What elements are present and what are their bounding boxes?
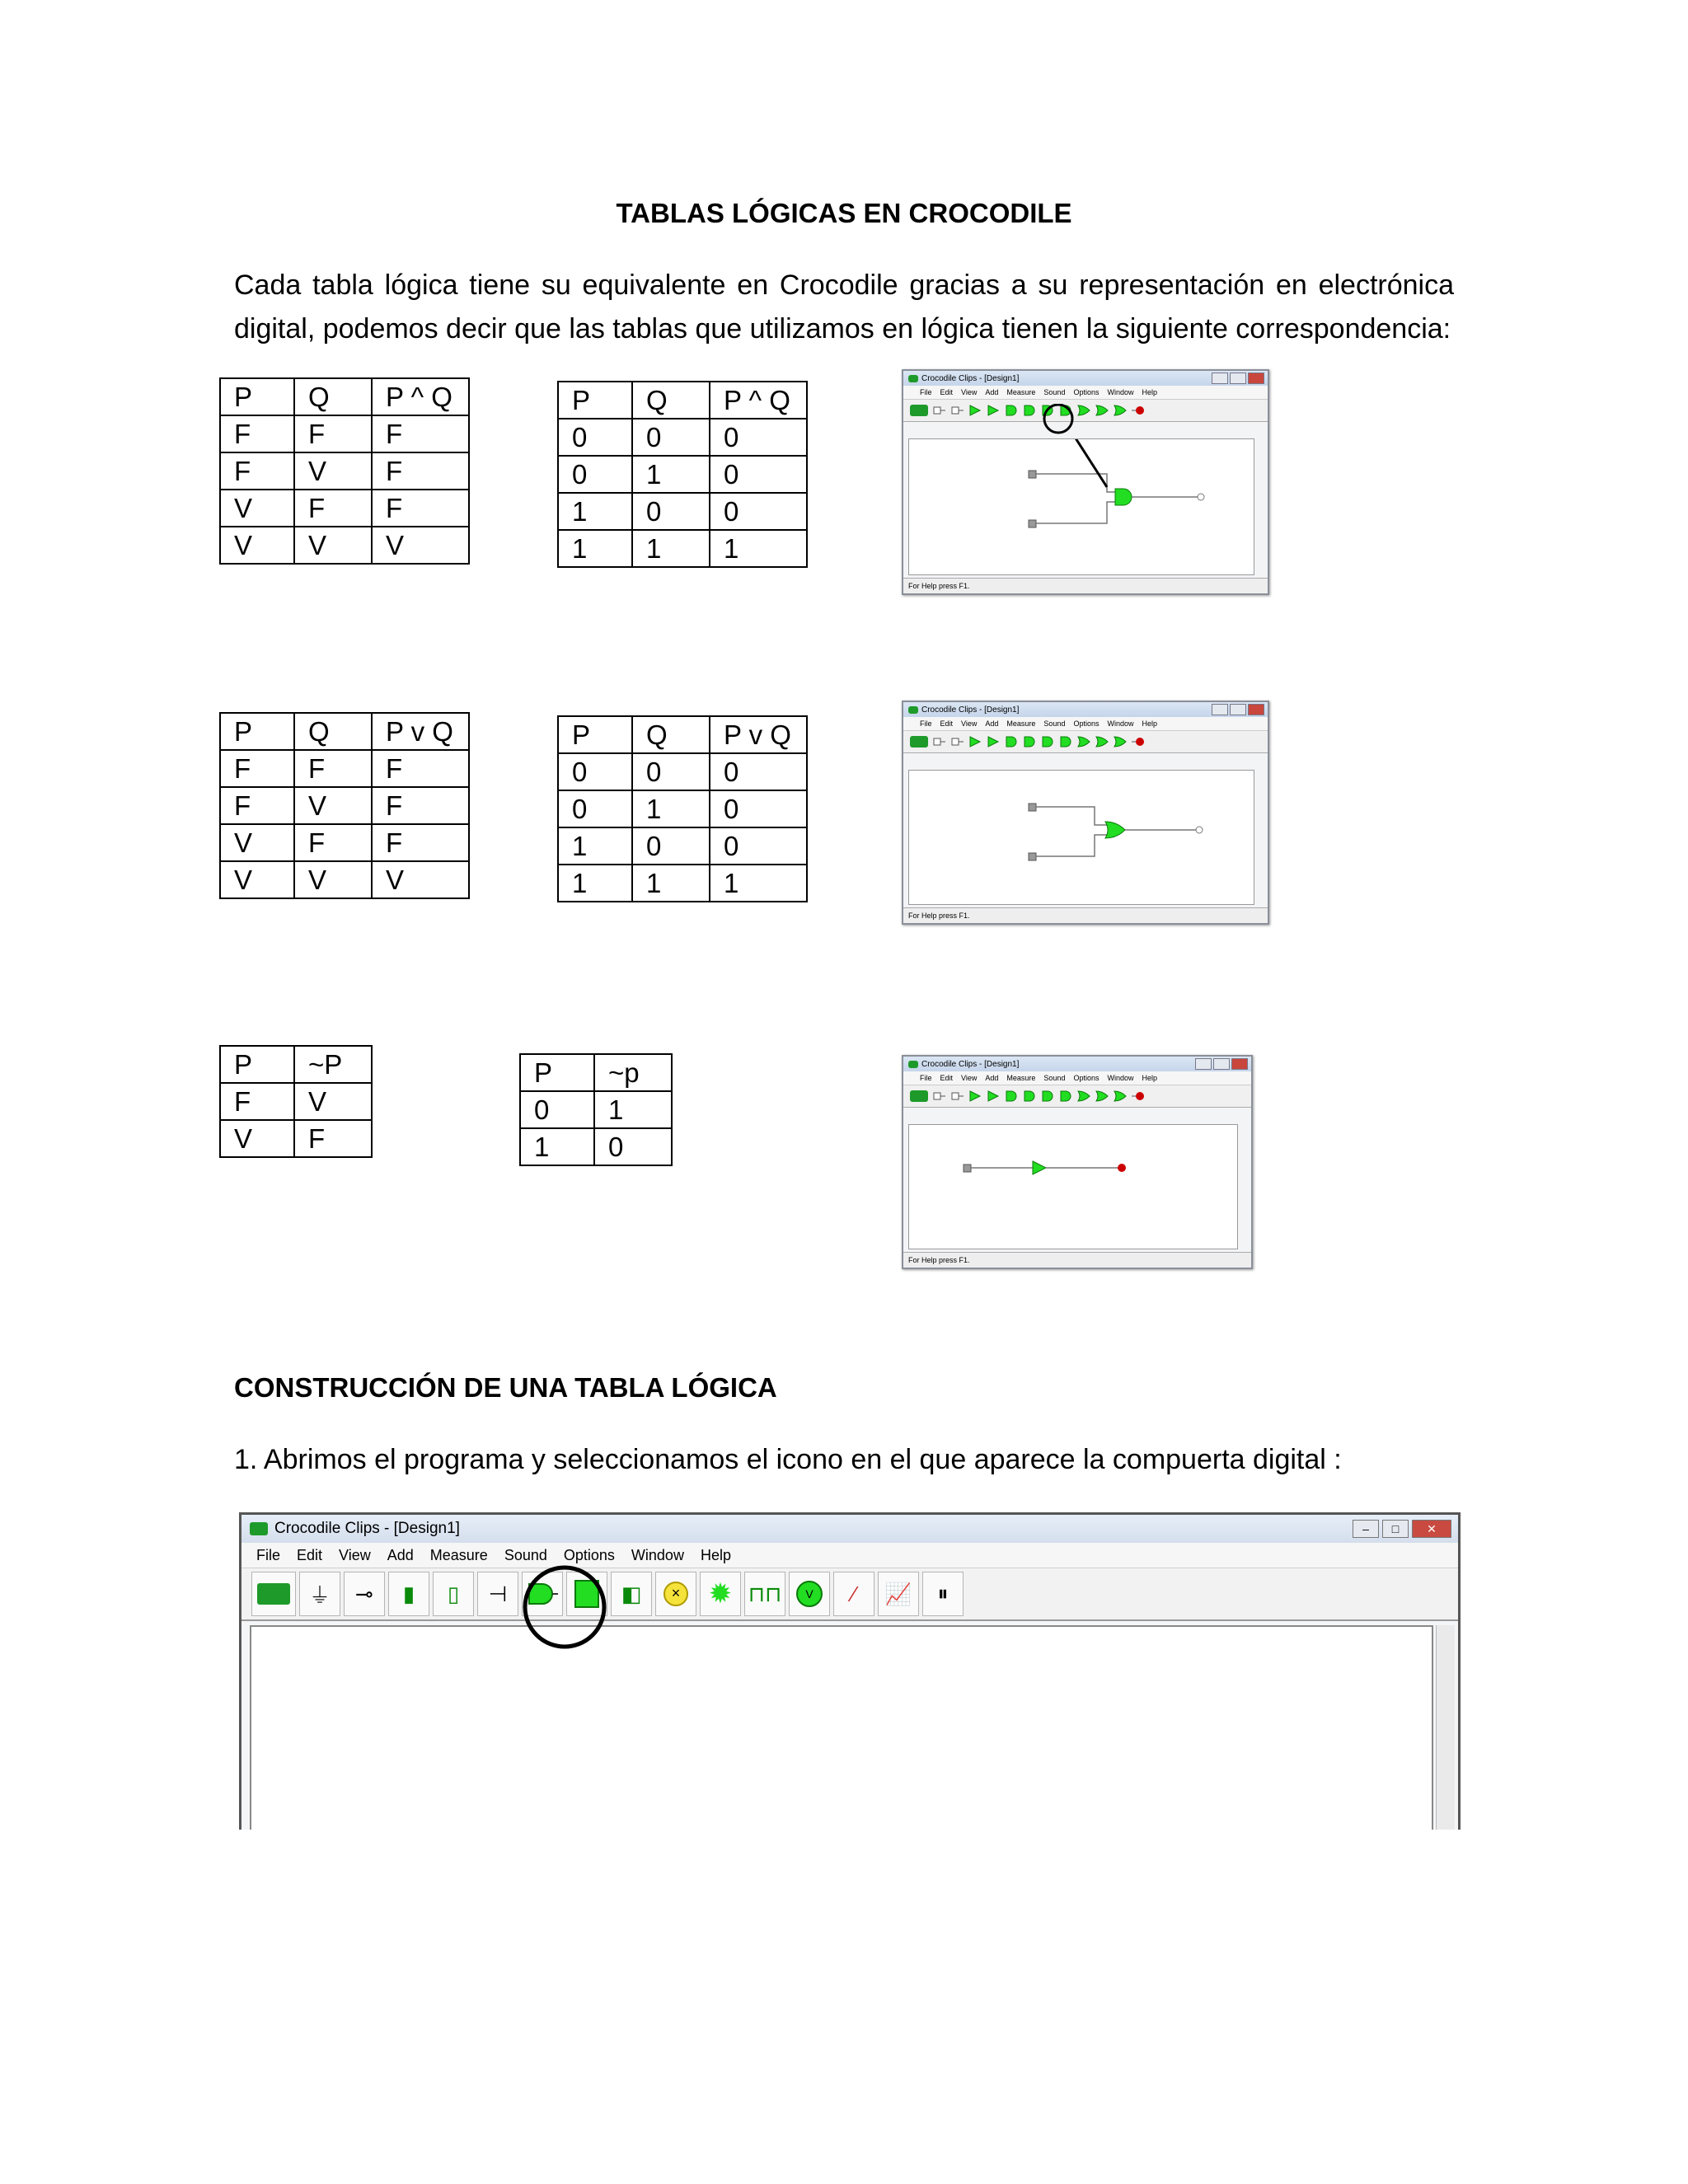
window-titlebar bbox=[903, 371, 1268, 386]
pause-tool-icon[interactable]: ⏸ bbox=[922, 1572, 964, 1616]
buffer-gate-tool-icon[interactable] bbox=[968, 403, 982, 418]
table-header-row bbox=[558, 382, 807, 419]
minimize-button[interactable]: – bbox=[1353, 1520, 1379, 1538]
vertical-scrollbar[interactable] bbox=[1436, 1625, 1455, 1830]
circuit-canvas[interactable] bbox=[908, 438, 1254, 575]
menu-item-file[interactable]: File bbox=[920, 1074, 932, 1082]
table-cell: P bbox=[220, 713, 294, 750]
table-cell: F bbox=[294, 824, 372, 861]
table-cell: 0 bbox=[710, 827, 807, 865]
toolbar bbox=[903, 731, 1268, 753]
table-cell: P bbox=[558, 716, 632, 753]
menu-item-window[interactable]: Window bbox=[1107, 388, 1134, 396]
table-cell: F bbox=[294, 750, 372, 787]
input-gate-tool-icon[interactable] bbox=[950, 1089, 964, 1104]
table-cell: F bbox=[372, 824, 469, 861]
or-gate-tool-icon[interactable] bbox=[1095, 734, 1109, 749]
table-cell: P bbox=[558, 382, 632, 419]
window-titlebar bbox=[241, 1515, 1458, 1543]
table-cell: V bbox=[220, 824, 294, 861]
table-cell: F bbox=[294, 1120, 372, 1157]
table-cell: P v Q bbox=[372, 713, 469, 750]
menu-item-view[interactable]: View bbox=[961, 1074, 978, 1082]
menu-item-help[interactable]: Help bbox=[1142, 388, 1158, 396]
wire-b bbox=[1036, 835, 1107, 856]
input-gate-tool-icon[interactable] bbox=[950, 734, 964, 749]
table-cell: P v Q bbox=[710, 716, 807, 753]
crocodile-home-icon[interactable] bbox=[910, 405, 928, 416]
maximize-button[interactable] bbox=[1230, 373, 1246, 384]
table-cell: 1 bbox=[632, 530, 710, 567]
table-row bbox=[558, 419, 807, 456]
menu-item-sound[interactable]: Sound bbox=[504, 1546, 547, 1563]
table-cell: 0 bbox=[632, 827, 710, 865]
crocodile-home-icon[interactable] bbox=[910, 1090, 928, 1102]
close-button[interactable]: ✕ bbox=[1412, 1520, 1451, 1538]
minimize-button[interactable] bbox=[1212, 373, 1228, 384]
and-gate-tool-icon[interactable] bbox=[1040, 1089, 1055, 1104]
toolbar bbox=[903, 400, 1268, 422]
table-cell: V bbox=[294, 1083, 372, 1120]
and-gate-tool-icon[interactable] bbox=[1022, 1089, 1037, 1104]
and-gate-tool-icon[interactable] bbox=[1004, 1089, 1019, 1104]
table-cell: ~P bbox=[294, 1046, 372, 1083]
menu-item-help[interactable]: Help bbox=[700, 1546, 731, 1563]
table-header-row bbox=[520, 1054, 672, 1091]
input-switch-a bbox=[1029, 804, 1036, 811]
or-circuit-diagram bbox=[909, 771, 1255, 911]
table-cell: 0 bbox=[632, 419, 710, 456]
menu-item-help[interactable]: Help bbox=[1142, 1074, 1158, 1082]
table-cell: 1 bbox=[558, 827, 632, 865]
maximize-button[interactable] bbox=[1213, 1058, 1230, 1070]
menu-item-view[interactable]: View bbox=[961, 388, 978, 396]
table-cell: V bbox=[220, 861, 294, 898]
menu-item-file[interactable]: File bbox=[256, 1546, 281, 1563]
table-cell: P bbox=[520, 1054, 594, 1091]
pointer-line bbox=[1066, 439, 1107, 487]
table-cell: F bbox=[294, 490, 372, 527]
table-cell: 1 bbox=[632, 456, 710, 493]
table-header-row bbox=[558, 716, 807, 753]
and-gate bbox=[1115, 489, 1132, 505]
table-cell: F bbox=[372, 452, 469, 490]
menu-item-view[interactable]: View bbox=[961, 719, 978, 728]
component-toolbar bbox=[241, 1568, 1458, 1621]
input-gate-tool-icon[interactable] bbox=[950, 403, 964, 418]
menu-item-edit[interactable]: Edit bbox=[297, 1546, 323, 1563]
table-cell: 0 bbox=[558, 456, 632, 493]
not-table-fv bbox=[219, 1045, 373, 1158]
close-button[interactable] bbox=[1231, 1058, 1248, 1070]
table-cell: F bbox=[220, 750, 294, 787]
crocodile-home-button[interactable] bbox=[251, 1572, 296, 1616]
table-row bbox=[520, 1128, 672, 1165]
and-gate-tool-icon[interactable] bbox=[1022, 734, 1037, 749]
buffer-gate-tool-icon[interactable] bbox=[986, 734, 1001, 749]
table-row bbox=[558, 456, 807, 493]
menu-item-window[interactable]: Window bbox=[631, 1546, 684, 1563]
page-title: TABLAS LÓGICAS EN CROCODILE bbox=[616, 198, 1072, 228]
table-row bbox=[220, 490, 469, 527]
menu-bar bbox=[903, 717, 1268, 731]
table-cell: 0 bbox=[632, 753, 710, 790]
table-cell: Q bbox=[632, 716, 710, 753]
table-cell: F bbox=[220, 1083, 294, 1120]
table-cell: ~p bbox=[594, 1054, 672, 1091]
or-gate-tool-icon[interactable] bbox=[1076, 1089, 1091, 1104]
window-title: Crocodile Clips - [Design1] bbox=[921, 1059, 1020, 1069]
and-gate-tool-icon[interactable] bbox=[1022, 403, 1037, 418]
table-row bbox=[220, 1083, 372, 1120]
or-gate-tool-icon[interactable] bbox=[1095, 403, 1109, 418]
or-gate-tool-icon[interactable] bbox=[1113, 734, 1128, 749]
table-cell: V bbox=[220, 527, 294, 564]
and-gate-tool-icon[interactable] bbox=[1058, 1089, 1073, 1104]
table-cell: V bbox=[294, 787, 372, 824]
crocodile-logo-icon bbox=[908, 1061, 918, 1068]
crocodile-window-or bbox=[902, 701, 1269, 925]
crocodile-logo-icon bbox=[908, 706, 918, 714]
menu-item-help[interactable]: Help bbox=[1142, 719, 1158, 728]
circuit-canvas[interactable] bbox=[908, 1124, 1238, 1249]
table-cell: F bbox=[220, 787, 294, 824]
input-gate-tool-icon[interactable] bbox=[931, 1089, 946, 1104]
and-gate-tool-icon[interactable] bbox=[1040, 734, 1055, 749]
table-cell: V bbox=[294, 452, 372, 490]
table-cell: Q bbox=[294, 713, 372, 750]
not-circuit-diagram bbox=[909, 1125, 1239, 1249]
buffer-gate-tool-icon[interactable] bbox=[968, 1089, 982, 1104]
table-cell: 0 bbox=[710, 456, 807, 493]
or-gate-tool-icon[interactable] bbox=[1076, 734, 1091, 749]
table-cell: 0 bbox=[558, 753, 632, 790]
table-cell: F bbox=[372, 750, 469, 787]
table-cell: F bbox=[372, 490, 469, 527]
lamp-tool-icon[interactable]: × bbox=[655, 1572, 696, 1616]
table-row bbox=[558, 827, 807, 865]
table-row bbox=[558, 865, 807, 902]
or-gate-tool-icon[interactable] bbox=[1095, 1089, 1109, 1104]
capacitor-tool-icon[interactable]: ▯ bbox=[433, 1572, 474, 1616]
menu-item-window[interactable]: Window bbox=[1107, 719, 1134, 728]
or-table-01 bbox=[557, 715, 808, 902]
and-circuit-diagram bbox=[909, 439, 1255, 579]
crocodile-window-and bbox=[902, 369, 1269, 595]
menu-item-add[interactable]: Add bbox=[387, 1546, 414, 1563]
table-row bbox=[220, 527, 469, 564]
menu-item-add[interactable]: Add bbox=[985, 719, 999, 728]
battery-tool-icon[interactable]: ⏚ bbox=[299, 1572, 340, 1616]
table-row bbox=[558, 530, 807, 567]
menu-item-add[interactable]: Add bbox=[985, 388, 999, 396]
menu-bar bbox=[241, 1543, 1458, 1568]
or-gate-tool-icon[interactable] bbox=[1113, 1089, 1128, 1104]
table-row bbox=[558, 493, 807, 530]
or-gate bbox=[1105, 822, 1125, 838]
table-cell: V bbox=[220, 1120, 294, 1157]
menu-item-options[interactable]: Options bbox=[1073, 719, 1100, 728]
table-cell: 1 bbox=[558, 493, 632, 530]
table-cell: 0 bbox=[710, 493, 807, 530]
table-cell: 0 bbox=[710, 790, 807, 827]
table-header-row bbox=[220, 1046, 372, 1083]
menu-bar bbox=[903, 1071, 1251, 1085]
maximize-button[interactable]: □ bbox=[1382, 1520, 1409, 1538]
table-cell: P bbox=[220, 378, 294, 415]
table-cell: 1 bbox=[594, 1091, 672, 1128]
minimize-button[interactable] bbox=[1195, 1058, 1212, 1070]
intro-paragraph: Cada tabla lógica tiene su equivalente en Crocodile gracias a su representación en electrónica digital, podemos decir que las tablas que utilizamos en lógica tienen la siguiente correspondencia: bbox=[234, 269, 1454, 344]
speaker-tool-icon[interactable]: ◧ bbox=[611, 1572, 652, 1616]
and-gate-tool-icon[interactable] bbox=[1058, 734, 1073, 749]
menu-item-edit[interactable]: Edit bbox=[940, 719, 954, 728]
menu-item-options[interactable]: Options bbox=[563, 1546, 615, 1563]
window-title: Crocodile Clips - [Design1] bbox=[921, 373, 1020, 383]
wire-b bbox=[1036, 502, 1115, 523]
section-heading: CONSTRUCCIÓN DE UNA TABLA LÓGICA bbox=[234, 1372, 777, 1403]
table-row bbox=[520, 1091, 672, 1128]
menu-item-options[interactable]: Options bbox=[1073, 388, 1100, 396]
transistor-tool-icon[interactable]: ⊣ bbox=[477, 1572, 518, 1616]
table-cell: V bbox=[372, 861, 469, 898]
table-row bbox=[558, 753, 807, 790]
input-gate-tool-icon[interactable] bbox=[931, 734, 946, 749]
menu-item-measure[interactable]: Measure bbox=[429, 1546, 488, 1563]
input-gate-tool-icon[interactable] bbox=[931, 403, 946, 418]
table-cell: V bbox=[294, 861, 372, 898]
table-row bbox=[220, 861, 469, 898]
connector-tool-icon[interactable]: ⊓⊓ bbox=[744, 1572, 785, 1616]
input-switch-b bbox=[1029, 853, 1036, 860]
toolbar bbox=[903, 1085, 1251, 1108]
table-row bbox=[220, 787, 469, 824]
graph-tool-icon[interactable]: 📈 bbox=[878, 1572, 919, 1616]
menu-bar bbox=[903, 386, 1268, 400]
window-titlebar bbox=[903, 702, 1268, 717]
crocodile-main-window bbox=[239, 1512, 1461, 1830]
step-1-text: 1. Abrimos el programa y seleccionamos el icono en el que aparece la compuerta digital : bbox=[234, 1444, 1342, 1475]
wire-a bbox=[1036, 807, 1107, 825]
table-cell: 0 bbox=[710, 753, 807, 790]
status-bar: For Help press F1. bbox=[903, 1252, 1251, 1268]
table-cell: 1 bbox=[710, 865, 807, 902]
input-switch-b bbox=[1029, 520, 1036, 527]
table-cell: 0 bbox=[594, 1128, 672, 1165]
table-cell: 1 bbox=[632, 790, 710, 827]
table-cell: 1 bbox=[710, 530, 807, 567]
menu-item-file[interactable]: File bbox=[920, 719, 932, 728]
table-header-row bbox=[220, 378, 469, 415]
probe-tool-icon[interactable]: ⁄ bbox=[833, 1572, 874, 1616]
table-cell: 0 bbox=[710, 419, 807, 456]
not-table-01 bbox=[519, 1053, 673, 1166]
output-indicator bbox=[1198, 494, 1204, 500]
table-cell: P ^ Q bbox=[372, 378, 469, 415]
table-row bbox=[220, 1120, 372, 1157]
table-cell: Q bbox=[294, 378, 372, 415]
table-cell: F bbox=[220, 415, 294, 452]
menu-item-measure[interactable]: Measure bbox=[1006, 388, 1036, 396]
circuit-canvas[interactable] bbox=[250, 1625, 1433, 1830]
or-gate-tool-icon[interactable] bbox=[1113, 403, 1128, 418]
table-header-row bbox=[220, 713, 469, 750]
table-cell: F bbox=[220, 452, 294, 490]
not-gate bbox=[1033, 1161, 1046, 1174]
table-row bbox=[558, 790, 807, 827]
table-cell: F bbox=[294, 415, 372, 452]
table-row bbox=[220, 824, 469, 861]
menu-item-edit[interactable]: Edit bbox=[940, 1074, 954, 1082]
status-bar: For Help press F1. bbox=[903, 907, 1268, 923]
menu-item-edit[interactable]: Edit bbox=[940, 388, 954, 396]
table-cell: 1 bbox=[558, 865, 632, 902]
voltmeter-tool-icon[interactable]: V bbox=[789, 1572, 830, 1616]
table-cell: V bbox=[220, 490, 294, 527]
table-cell: F bbox=[372, 787, 469, 824]
and-table-01 bbox=[557, 381, 808, 568]
menu-item-measure[interactable]: Measure bbox=[1006, 1074, 1036, 1082]
table-cell: P bbox=[220, 1046, 294, 1083]
menu-item-options[interactable]: Options bbox=[1073, 1074, 1100, 1082]
and-table-fv bbox=[219, 377, 470, 565]
table-cell: V bbox=[294, 527, 372, 564]
minimize-button[interactable] bbox=[1212, 704, 1228, 715]
menu-item-sound[interactable]: Sound bbox=[1043, 1074, 1066, 1082]
output-indicator bbox=[1118, 1164, 1126, 1172]
menu-item-measure[interactable]: Measure bbox=[1006, 719, 1036, 728]
and-gate-tool-icon[interactable] bbox=[1004, 403, 1019, 418]
input-switch bbox=[964, 1165, 971, 1172]
table-cell: V bbox=[372, 527, 469, 564]
table-cell: 0 bbox=[632, 493, 710, 530]
table-row bbox=[220, 415, 469, 452]
window-titlebar bbox=[903, 1057, 1251, 1071]
table-cell: 0 bbox=[558, 419, 632, 456]
menu-item-view[interactable]: View bbox=[339, 1546, 371, 1563]
resistor-tool-icon[interactable]: ▮ bbox=[388, 1572, 429, 1616]
table-cell: P ^ Q bbox=[710, 382, 807, 419]
table-cell: 1 bbox=[520, 1128, 594, 1165]
menu-item-add[interactable]: Add bbox=[985, 1074, 999, 1082]
crocodile-home-icon[interactable] bbox=[910, 736, 928, 748]
menu-item-window[interactable]: Window bbox=[1107, 1074, 1134, 1082]
window-title: Crocodile Clips - [Design1] bbox=[274, 1520, 460, 1537]
crocodile-logo-icon bbox=[250, 1522, 268, 1535]
table-row bbox=[220, 750, 469, 787]
table-cell: 0 bbox=[558, 790, 632, 827]
buffer-gate-tool-icon[interactable] bbox=[986, 403, 1001, 418]
table-cell: Q bbox=[632, 382, 710, 419]
table-row bbox=[220, 452, 469, 490]
status-bar: For Help press F1. bbox=[903, 578, 1268, 593]
output-indicator bbox=[1196, 827, 1203, 833]
output-gate-tool-icon[interactable] bbox=[1131, 1089, 1146, 1104]
close-button[interactable] bbox=[1248, 373, 1264, 384]
buffer-gate-tool-icon[interactable] bbox=[986, 1089, 1001, 1104]
table-cell: F bbox=[372, 415, 469, 452]
crocodile-window-not bbox=[902, 1055, 1253, 1269]
output-gate-tool-icon[interactable] bbox=[1131, 403, 1146, 418]
and-gate-tool-icon[interactable] bbox=[1004, 734, 1019, 749]
window-title: Crocodile Clips - [Design1] bbox=[921, 705, 1020, 715]
buffer-gate-tool-icon[interactable] bbox=[968, 734, 982, 749]
close-button[interactable] bbox=[1248, 704, 1264, 715]
circuit-canvas[interactable] bbox=[908, 770, 1254, 905]
highlight-circle bbox=[1040, 404, 1081, 445]
menu-item-sound[interactable]: Sound bbox=[1043, 388, 1066, 396]
table-cell: 0 bbox=[520, 1091, 594, 1128]
menu-item-file[interactable]: File bbox=[920, 388, 932, 396]
maximize-button[interactable] bbox=[1230, 704, 1246, 715]
table-cell: 1 bbox=[558, 530, 632, 567]
menu-item-sound[interactable]: Sound bbox=[1043, 719, 1066, 728]
input-switch-a bbox=[1029, 471, 1036, 478]
output-gate-tool-icon[interactable] bbox=[1131, 734, 1146, 749]
burst-tool-icon[interactable]: ✹ bbox=[700, 1572, 741, 1616]
or-table-fv bbox=[219, 712, 470, 899]
switch-tool-icon[interactable]: ⊸ bbox=[344, 1572, 385, 1616]
highlight-circle bbox=[519, 1563, 610, 1653]
crocodile-logo-icon bbox=[908, 375, 918, 382]
table-cell: 1 bbox=[632, 865, 710, 902]
